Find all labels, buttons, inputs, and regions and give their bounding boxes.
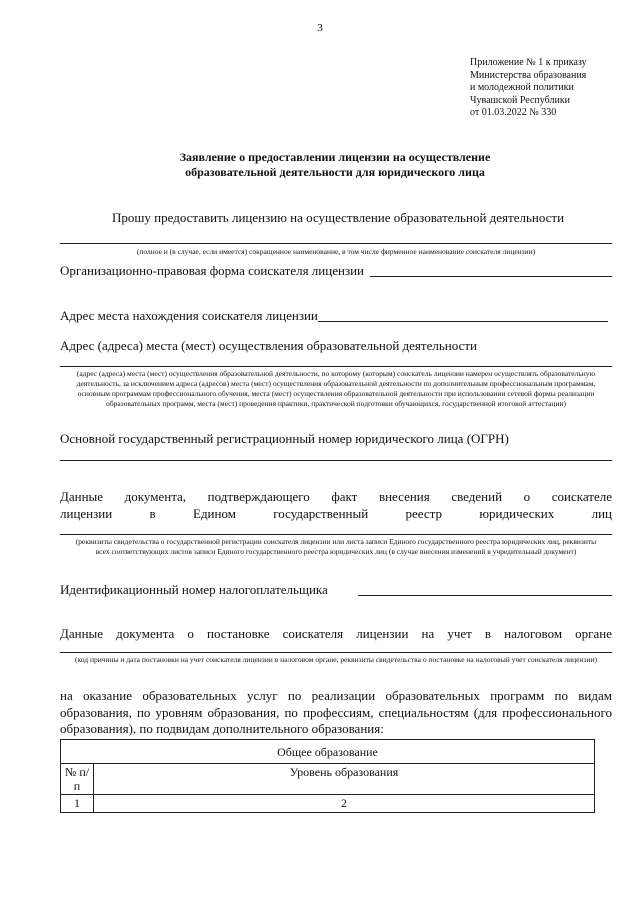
table-header-row (61, 764, 595, 795)
row-num-cell[interactable]: 1 (61, 795, 94, 813)
tax-note: (код причины и дата постановки на учет соискателя лицензии в налоговом органе, реквизиты свидетельства о постановке на налоговый учет соискателя лицензии) (75, 655, 597, 664)
ogrn-label: Основной государственный регистрационный номер юридического лица (ОГРН) (60, 431, 509, 446)
title-line: Заявление о предоставлении лицензии на осуществление (179, 150, 491, 164)
col-level-header: Уровень образования (94, 764, 595, 795)
appendix-line: Чувашской Республики (470, 94, 571, 106)
activity-address-field-line[interactable] (60, 366, 612, 367)
request-text: Прошу предоставить лицензию на осуществление образовательной деятельности (112, 210, 565, 225)
row-level-cell[interactable]: 2 (94, 795, 595, 813)
egrul-label-line2: лицензии в Едином государственный реестр юридических лиц (60, 506, 612, 521)
table-row (61, 795, 595, 813)
table-heading-row (61, 740, 595, 764)
location-label: Адрес места нахождения соискателя лицензии (60, 308, 318, 323)
name-note: (полное и (в случае, если имеется) сокращенное наименование, в том числе фирменное наименование соискателя лицензии) (136, 247, 536, 256)
legal-form-field-line[interactable] (370, 276, 612, 277)
egrul-field-line[interactable] (60, 534, 612, 535)
legal-form-label: Организационно-правовая форма соискателя лицензии (60, 263, 364, 278)
inn-field-line[interactable] (358, 595, 612, 596)
table-heading: Общее образование (61, 740, 595, 764)
activity-address-note: (адрес (адреса) места (мест) осуществления образовательной деятельности, по которому (которым) соискатель лицензии намерен осуществлять образовательную деятельность, за исключением адреса (адресов) места (мест) осуществления образовательной деятельности по дополнительным профессиональным программам, основным программам профессионального обучения, места (мест) осуществления образовательной деятельности при использовании сетевой формы реализации образовательных программ, места (мест) проведения практики, практической подготовки обучающихся, государственной итоговой аттестации) (76, 369, 596, 408)
page-number: 3 (317, 22, 323, 34)
appendix-block (470, 57, 610, 120)
tax-field-line[interactable] (60, 652, 612, 653)
name-field-line[interactable] (60, 243, 612, 244)
egrul-label-line1: Данные документа, подтверждающего факт внесения сведений о соискателе (60, 489, 612, 504)
title-line: образовательной деятельности для юридического лица (185, 165, 485, 179)
inn-label: Идентификационный номер налогоплательщика (60, 582, 328, 597)
education-table (60, 739, 595, 813)
location-field-line[interactable] (318, 321, 608, 322)
document-title (0, 150, 640, 180)
appendix-line: Министерства образования (470, 69, 587, 81)
tax-label: Данные документа о постановке соискателя лицензии на учет в налоговом органе (60, 626, 612, 641)
appendix-line: и молодежной политики (470, 82, 574, 93)
ogrn-field-line[interactable] (60, 460, 612, 461)
appendix-line: от 01.03.2022 № 330 (470, 107, 557, 118)
appendix-line: Приложение № 1 к приказу (470, 57, 587, 68)
col-num-header: № п/п (61, 764, 94, 795)
activity-address-label: Адрес (адреса) места (мест) осуществления образовательной деятельности (60, 338, 477, 353)
services-paragraph: на оказание образовательных услуг по реализации образовательных программ по видам образования, по уровням образования, по профессиям, специальностям (для профессионального образования), по подвидам дополнительного образования: (60, 688, 612, 736)
egrul-note: (реквизиты свидетельства о государственной регистрации соискателя лицензии или листа записи Единого государственного реестра юридических лиц, реквизиты всех соответствующих листов записи Единого государственного реестра юридических лиц (в случае внесения изменений в учредительный документ) (75, 537, 597, 556)
